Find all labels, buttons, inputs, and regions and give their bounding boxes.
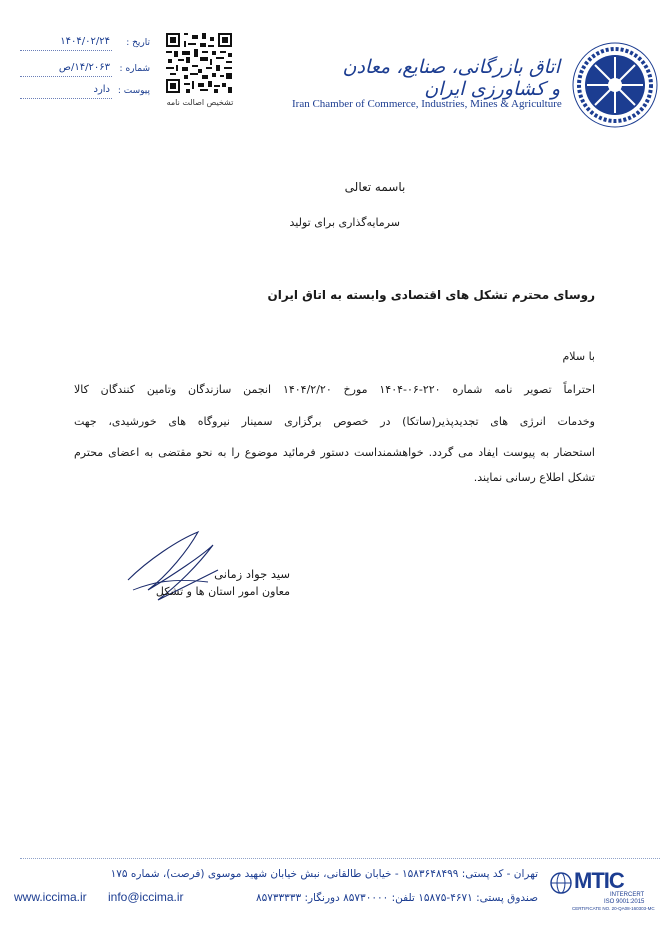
number-label: شماره : (119, 64, 150, 74)
certification-badge (550, 868, 660, 912)
footer-website[interactable]: www.iccima.ir (14, 890, 87, 904)
attachment-row (20, 84, 150, 102)
footer-address: تهران - کد پستی: ۱۵۸۳۶۴۸۴۹۹ - خیابان طالقانی، نبش خیابان شهید موسوی (فرصت)، شماره ۱۷۵ (110, 868, 538, 880)
cert-number: CERTIFICATE NO. 20-QA08-160303-MC (572, 906, 655, 911)
recipient-line: روسای محترم تشکل های اقتصادی وابسته به اتاق ایران (267, 288, 595, 302)
footer-divider (20, 858, 660, 859)
footer-email[interactable]: info@iccima.ir (108, 890, 184, 904)
org-name-fa: اتاق بازرگانی، صنایع، معادن و کشاورزی ایران (342, 56, 560, 100)
attachment-dots (20, 98, 112, 99)
org-name-en: Iran Chamber of Commerce, Industries, Mines & Agriculture (292, 98, 562, 110)
subject-line: سرمایه‌گذاری برای تولید (289, 216, 400, 229)
body-line-2: وخدمات انرژی های تجدیدپذیر(ساتکا) در خصوص برگزاری سمینار نیروگاه های خورشیدی، جهت (74, 415, 595, 428)
cert-iso: ISO 9001:2015 (604, 899, 645, 905)
date-label: تاریخ : (126, 38, 150, 48)
body-line-4: تشکل اطلاع رسانی نمایند. (473, 471, 595, 484)
body-line-3: استحضار به پیوست ایفاد می گردد. خواهشمنداست دستور فرمائید موضوع را به نحو مقتضی به اعضای محترم (74, 446, 595, 459)
date-value: ۱۴۰۴/۰۲/۲۴ (60, 36, 110, 47)
number-value: ۱۴/۲۰۶۳/ص (58, 62, 110, 73)
date-dots (20, 50, 112, 51)
number-dots (20, 76, 112, 77)
number-row (20, 62, 150, 80)
signer-name: سید جواد زمانی (214, 567, 290, 581)
attachment-value: دارد (93, 84, 110, 95)
qr-caption: تشخیص اصالت نامه (166, 98, 234, 107)
qr-code-icon[interactable] (166, 33, 232, 93)
body-line-1: احتراماً تصویر نامه شماره ۲۲۰-۰۶-۱۴۰۴ مورخ ۱۴۰۴/۲/۲۰ انجمن سازندگان وتامین کنندگان کالا (74, 383, 596, 396)
chamber-emblem-icon (570, 40, 660, 130)
signer-title: معاون امور استان ها و تشکل (155, 585, 290, 598)
attachment-label: پیوست : (117, 86, 150, 96)
footer-contact: صندوق پستی: ۴۶۷۱-۱۵۸۷۵ تلفن: ۸۵۷۳۰۰۰۰ دورنگار: ۸۵۷۳۳۳۳۳ (255, 892, 538, 904)
date-row (20, 36, 150, 54)
greeting-line: با سلام (562, 350, 595, 363)
salutation-top: باسمه تعالی (344, 180, 406, 194)
globe-icon (550, 872, 572, 894)
cert-sub: INTERCERT (610, 892, 645, 898)
cert-brand: MTIC (574, 868, 624, 893)
